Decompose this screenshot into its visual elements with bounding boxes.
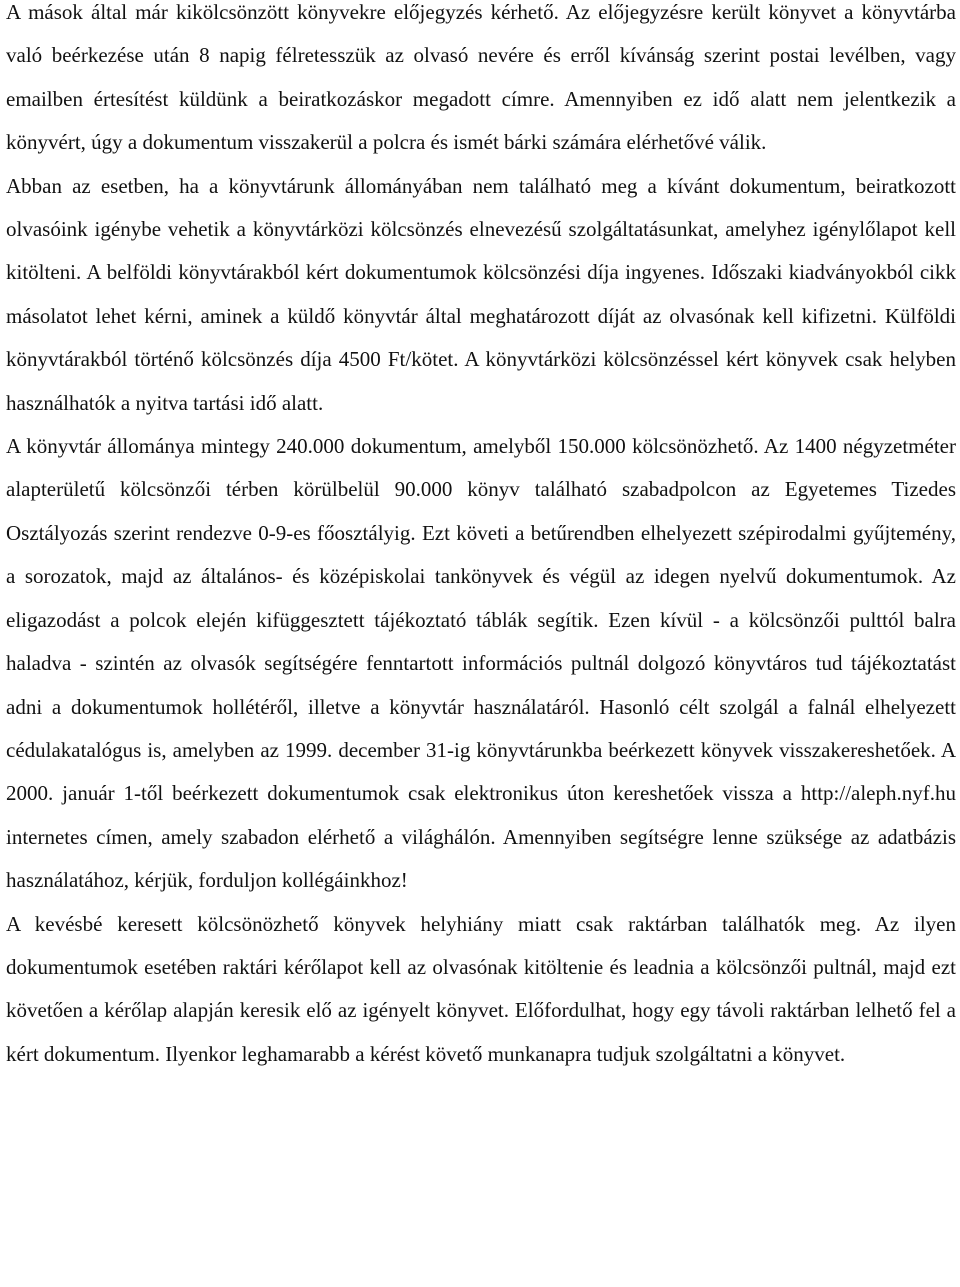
paragraph-library-collection: A könyvtár állománya mintegy 240.000 dokumentum, amelyből 150.000 kölcsönözhető. Az 1400 négyzetméter alapterületű kölcsönzői térben körülbelül 90.000 könyv található szabadpolcon az Egyetemes Tizedes Osztályozás szerint rendezve 0-9-es főosztályig. Ezt követi a betűrendben elhelyezett szépirodalmi gyűjtemény, a sorozatok, majd az általános- és középiskolai tankönyvek és végül az idegen nyelvű dokumentumok. Az eligazodást a polcok elején kifüggesztett tájékoztató táblák segítik. Ezen kívül - a kölcsönzői pulttól balra haladva - szintén az olvasók segítségére fenntartott információs pultnál dolgozó könyvtáros tud tájékoztatást adni a dokumentumok hollétéről, illetve a könyvtár használatáról. Hasonló célt szolgál a falnál elhelyezett cédulakatalógus is, amelyben az 1999. december 31-ig könyvtárunkba beérkezett könyvek visszakereshetőek. A 2000. január 1-től beérkezett dokumentumok csak elektronikus úton kereshetőek vissza a http://aleph.nyf.hu internetes címen, amely szabadon elérhető a világhálón. Amennyiben segítségre lenne szüksége az adatbázis használatához, kérjük, forduljon kollégáinkhoz! [6,434,956,893]
paragraph-reservations: A mások által már kikölcsönzött könyvekre előjegyzés kérhető. Az előjegyzésre került könyvet a könyvtárba való beérkezése után 8 napig félretesszük az olvasó nevére és erről kívánság szerint postai levélben, vagy emailben értesítést küldünk a beiratkozáskor megadott címre. Amennyiben ez idő alatt nem jelentkezik a könyvért, úgy a dokumentum visszakerül a polcra és ismét bárki számára elérhetővé válik. [6,0,956,155]
paragraph-storage-requests: A kevésbé keresett kölcsönözhető könyvek helyhiány miatt csak raktárban találhatók meg. Az ilyen dokumentumok esetében raktári kérőlapot kell az olvasónak kitöltenie és leadnia a kölcsönzői pultnál, majd ezt követően a kérőlap alapján keresik elő az igényelt könyvet. Előfordulhat, hogy egy távoli raktárban lelhető fel a kért dokumentum. Ilyenkor leghamarabb a kérést követő munkanapra tudjuk szolgáltatni a könyvet. [6,911,956,1066]
paragraph-interlibrary-loan: Abban az esetben, ha a könyvtárunk állományában nem található meg a kívánt dokumentum, beiratkozott olvasóink igénybe vehetik a könyvtárközi kölcsönzés elnevezésű szolgáltatásunkat, amelyhez igénylőlapot kell kitölteni. A belföldi könyvtárakból kért dokumentumok kölcsönzési díja ingyenes. Időszaki kiadványokból cikk másolatot lehet kérni, aminek a küldő könyvtár által meghatározott díját az olvasónak kell kifizetni. Külföldi könyvtárakból történő kölcsönzés díja 4500 Ft/kötet. A könyvtárközi kölcsönzéssel kért könyvek csak helyben használhatók a nyitva tartási idő alatt. [6,173,956,415]
